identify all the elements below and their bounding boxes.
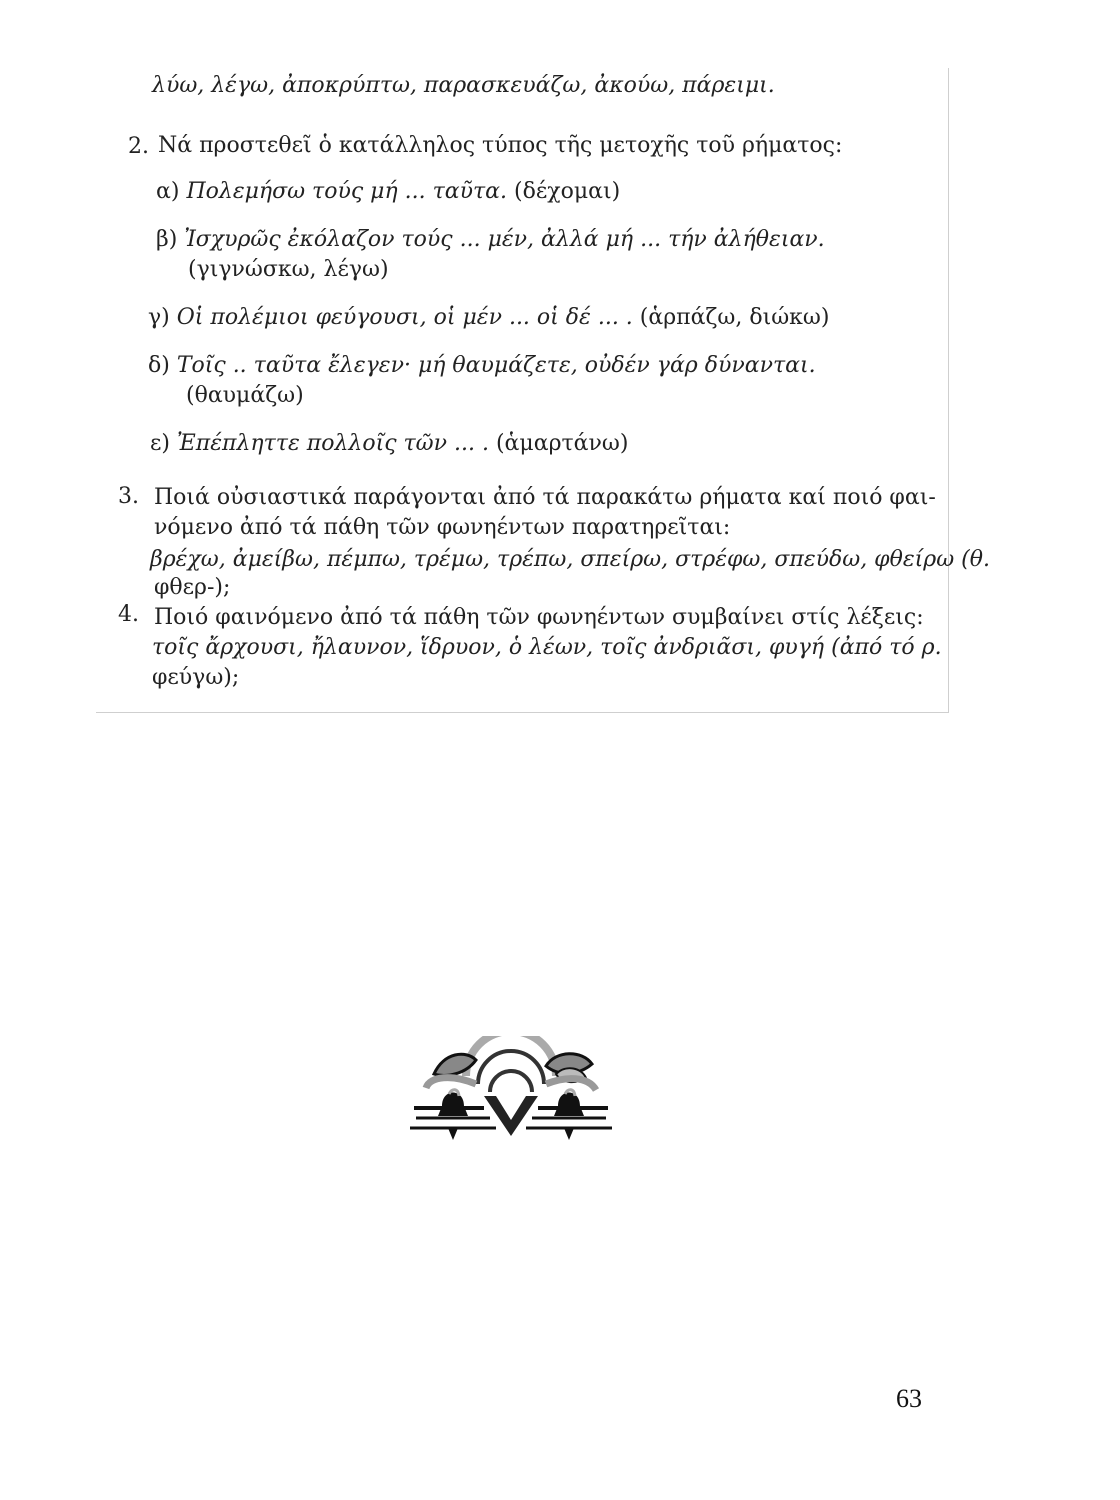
- item3-line1: Ποιά οὐσιαστικά παράγονται ἀπό τά παρακάτω ρήματα καί ποιό φαι-: [154, 485, 936, 510]
- item2-number: 2.: [128, 134, 149, 159]
- item1-verb-list: λύω, λέγω, ἀποκρύπτω, παρασκευάζω, ἀκούω, πάρειμι.: [152, 73, 775, 98]
- item2-prompt: Νά προστεθεῖ ὁ κατάλληλος τύπος τῆς μετοχῆς τοῦ ρήματος:: [158, 133, 843, 158]
- item2b-verb: (γιγνώσκω, λέγω): [188, 257, 389, 282]
- item2a-text: Πολεμήσω τούς μή ... ταῦτα.: [186, 179, 508, 204]
- item3-words-tail: φθερ-);: [154, 575, 231, 600]
- item2a-marker: α): [156, 179, 180, 204]
- item2a-verb: (δέχομαι): [514, 179, 621, 204]
- item2e-marker: ε): [150, 431, 170, 456]
- item2d-text: Τοῖς .. ταῦτα ἔλεγεν· μή θαυμάζετε, οὐδέν γάρ δύνανται.: [176, 353, 816, 378]
- item2e-verb: (ἁμαρτάνω): [495, 431, 629, 456]
- item2c-text: Οἱ πολέμιοι φεύγουσι, οἱ μέν ... οἱ δέ ... .: [176, 305, 633, 330]
- item4-line1: Ποιό φαινόμενο ἀπό τά πάθη τῶν φωνηέντων συμβαίνει στίς λέξεις:: [154, 605, 924, 630]
- item2a: [156, 178, 620, 206]
- item2b: [156, 226, 825, 254]
- item2c: [148, 304, 829, 332]
- item2b-text: Ἰσχυρῶς ἐκόλαζον τούς ... μέν, ἀλλά μή ... τήν ἀλήθειαν.: [184, 227, 825, 252]
- page-number: 63: [896, 1384, 922, 1413]
- item2b-marker: β): [156, 227, 178, 252]
- item2e: [150, 430, 628, 458]
- item2d: [148, 352, 816, 380]
- item3-number: 3.: [118, 484, 139, 509]
- item2d-verb: (θαυμάζω): [186, 383, 304, 408]
- item4-words-tail: φεύγω);: [152, 665, 240, 690]
- item3-line2: νόμενο ἀπό τά πάθη τῶν φωνηέντων παρατηρεῖται:: [154, 515, 731, 540]
- item3-words: βρέχω, ἀμείβω, πέμπω, τρέμω, τρέπω, σπείρω, στρέφω, σπεύδω, φθείρω (θ.: [150, 547, 990, 572]
- item4-number: 4.: [118, 602, 139, 627]
- item2e-text: Ἐπέπληττε πολλοῖς τῶν ... .: [176, 431, 489, 456]
- item2d-marker: δ): [148, 353, 170, 378]
- item4-words: τοῖς ἄρχουσι, ἤλαυνον, ἵδρυον, ὁ λέων, τοῖς ἀνδριᾶσι, φυγή (ἀπό τό ρ.: [152, 635, 942, 660]
- item2c-verb: (ἁρπάζω, διώκω): [639, 305, 830, 330]
- floral-ornament-icon: [406, 1036, 616, 1146]
- item2c-marker: γ): [148, 305, 170, 330]
